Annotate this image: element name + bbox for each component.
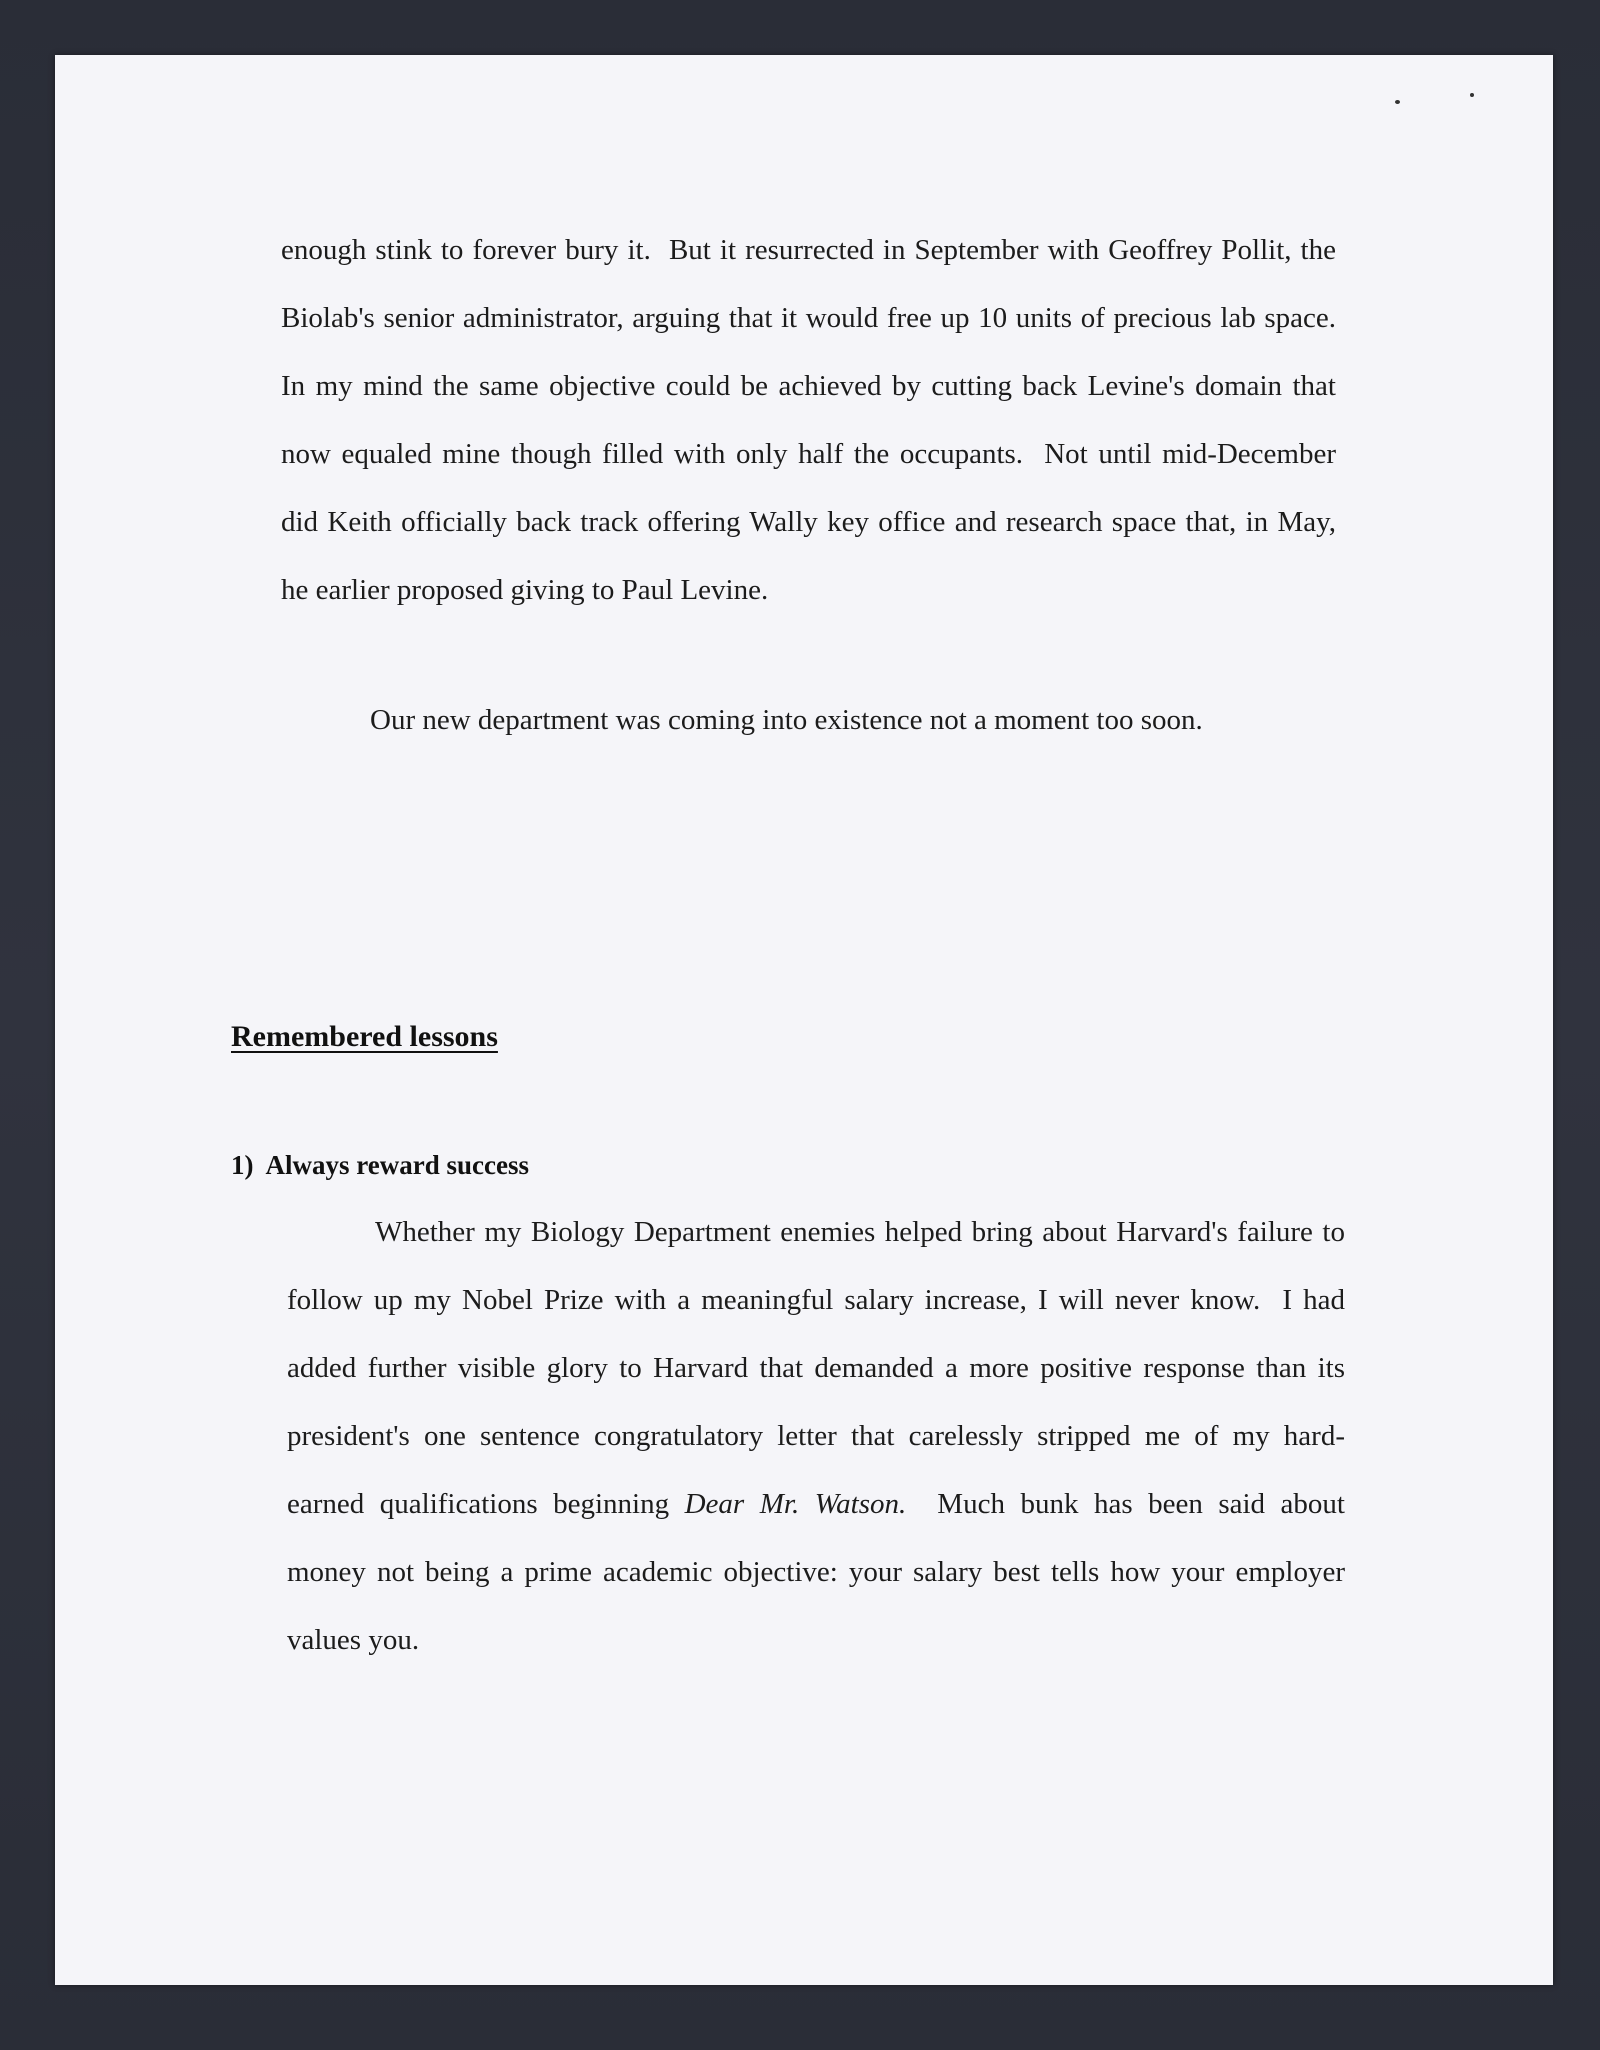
lesson-paragraph <box>287 1198 1345 1674</box>
paragraph-line: now equaled mine though filled with only half the occupants. Not until mid-December <box>281 438 1336 470</box>
paragraph-line: he earlier proposed giving to Paul Levine. <box>281 574 769 606</box>
lesson-heading <box>231 1150 529 1181</box>
line-text: Much bunk has been said about <box>906 1488 1345 1520</box>
paragraph-line <box>287 1470 1345 1538</box>
lesson-title: Always reward success <box>265 1150 529 1180</box>
paragraph-line: enough stink to forever bury it. But it resurrected in September with Geoffrey Pollit, the <box>281 234 1336 266</box>
paragraph-line: In my mind the same objective could be achieved by cutting back Levine's domain that <box>281 370 1336 402</box>
salutation-quote: Dear Mr. Watson. <box>684 1488 907 1520</box>
paragraph-line: Whether my Biology Department enemies helped bring about Harvard's failure to <box>375 1216 1345 1248</box>
paper-speck <box>1470 93 1474 97</box>
section-heading: Remembered lessons <box>231 1020 498 1053</box>
paragraph-line: money not being a prime academic objective: your salary best tells how your employer <box>287 1556 1345 1588</box>
closing-sentence: Our new department was coming into existence not a moment too soon. <box>370 704 1203 736</box>
paragraph-line: did Keith officially back track offering Wally key office and research space that, in May, <box>281 506 1336 538</box>
lesson-number: 1) <box>231 1150 254 1180</box>
paper-speck <box>1395 100 1400 104</box>
paragraph-line: follow up my Nobel Prize with a meaningful salary increase, I will never know. I had <box>287 1284 1345 1316</box>
line-text: earned qualifications beginning <box>287 1488 685 1520</box>
opening-paragraph <box>281 216 1336 624</box>
paragraph-line: added further visible glory to Harvard that demanded a more positive response than its <box>287 1352 1345 1384</box>
paragraph-line: values you. <box>287 1624 420 1656</box>
paragraph-line: Biolab's senior administrator, arguing that it would free up 10 units of precious lab space. <box>281 302 1336 334</box>
paragraph-line: president's one sentence congratulatory letter that carelessly stripped me of my hard- <box>287 1420 1345 1452</box>
